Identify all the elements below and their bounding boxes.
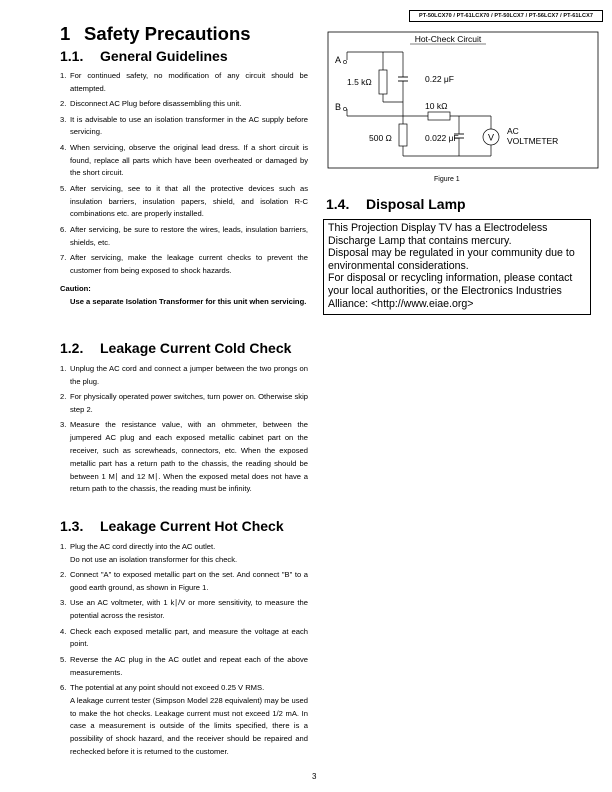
list-item xyxy=(60,541,308,567)
section-number: 1 xyxy=(60,23,71,44)
list-item-text: Unplug the AC cord and connect a jumper between the two prongs on the plug. xyxy=(70,364,308,386)
list-item xyxy=(60,626,308,652)
page-number: 3 xyxy=(312,772,317,781)
list-item-number: 2. xyxy=(60,99,67,109)
disposal-line: Disposal may be regulated in your community due to xyxy=(328,247,575,260)
list-item xyxy=(60,70,308,96)
terminal-a-label: A xyxy=(335,55,342,65)
list-item xyxy=(60,224,308,250)
list-item-number: 1. xyxy=(60,364,67,373)
list-item-text: Measure the resistance value, with an ohmmeter, between the jumpered AC plug and each exposed metallic cabinet part on the receiver, such as screwheads, connectors, etc. When the exposed metallic part has a return path to the chassis, the reading should be between 1 M∣ and 12 M∣. When the exposed metal does not have a return path to the chassis, the reading must be infinity. xyxy=(70,420,308,494)
voltmeter-symbol-label: V xyxy=(487,132,495,143)
list-item-text: For physically operated power switches, turn power on. Otherwise skip step 2. xyxy=(70,392,308,414)
list-item-text: Reverse the AC plug in the AC outlet and repeat each of the above measurements. xyxy=(70,654,308,677)
r1-label: 1.5 kΩ xyxy=(347,77,372,87)
voltmeter-label-ac: AC xyxy=(507,126,519,136)
list-item-text: Use an AC voltmeter, with 1 k∣/V or more sensitivity, to measure the potential across the resistor. xyxy=(70,598,308,621)
hot-check-list xyxy=(60,541,308,761)
c2-label: 0.022 μF xyxy=(425,133,459,143)
c1-label: 0.22 μF xyxy=(425,74,454,84)
list-item-number: 2. xyxy=(60,570,67,580)
model-numbers-header: PT-50LCX70 / PT-61LCX70 / PT-50LCX7 / PT-56LCX7 / PT-61LCX7 xyxy=(409,10,603,22)
list-item xyxy=(60,391,308,417)
caution-label: Caution: xyxy=(60,284,91,293)
disposal-line: For disposal or recycling information, please contact xyxy=(328,272,573,285)
list-item xyxy=(60,654,308,680)
cold-check-list xyxy=(60,363,308,499)
cold-check-number: 1.2. xyxy=(60,340,84,356)
terminal-b xyxy=(343,107,346,110)
list-item xyxy=(60,114,308,140)
section-title xyxy=(60,23,251,45)
resistor-500 xyxy=(399,124,407,146)
cold-check-title: Leakage Current Cold Check xyxy=(100,340,292,356)
resistor-1-5k xyxy=(379,70,387,94)
cold-check-heading xyxy=(60,340,291,356)
list-item-text: After servicing, make the leakage current checks to prevent the customer from being exposed to shock hazards. xyxy=(70,252,308,275)
list-item xyxy=(60,98,308,111)
list-item-text: After servicing, see to it that all the protective devices such as insulation barriers, insulation papers, shield, and isolation R-C combinations etc. are properly installed. xyxy=(70,183,308,219)
disposal-lamp-title: Disposal Lamp xyxy=(366,196,466,212)
list-item-text: Plug the AC cord directly into the AC outlet. xyxy=(70,542,216,551)
caution-text: Use a separate Isolation Transformer for this unit when servicing. xyxy=(70,297,307,306)
list-item-number: 6. xyxy=(60,682,67,692)
section-title-text: Safety Precautions xyxy=(84,23,251,44)
list-item-number: 3. xyxy=(60,114,67,124)
r3-label: 500 Ω xyxy=(369,133,392,143)
list-item xyxy=(60,363,308,389)
list-item-subtext: Do not use an isolation transformer for this check. xyxy=(70,554,238,564)
list-item xyxy=(60,419,308,496)
disposal-lamp-heading xyxy=(326,196,466,212)
general-guidelines-title: General Guidelines xyxy=(100,48,228,64)
list-item-text: Disconnect AC Plug before disassembling this unit. xyxy=(70,99,242,109)
list-item xyxy=(60,569,308,595)
list-item xyxy=(60,682,308,759)
list-item-number: 7. xyxy=(60,252,67,262)
disposal-line: environmental considerations. xyxy=(328,259,469,272)
list-item-number: 1. xyxy=(60,542,67,551)
figure-title: Hot-Check Circuit xyxy=(414,34,482,44)
list-item-text: It is advisable to use an isolation transformer in the AC supply before servicing. xyxy=(70,114,308,137)
list-item-text: Connect "A" to exposed metallic part on the set. And connect "B" to a good earth ground, as shown in Figure 1. xyxy=(70,570,308,592)
disposal-lamp-number: 1.4. xyxy=(326,196,350,212)
terminal-b-label: B xyxy=(335,102,342,112)
list-item xyxy=(60,597,308,623)
general-guidelines-heading xyxy=(60,48,228,64)
list-item-number: 5. xyxy=(60,654,67,664)
hot-check-circuit-diagram xyxy=(326,30,602,170)
list-item-number: 3. xyxy=(60,420,67,430)
list-item xyxy=(60,142,308,180)
hot-check-heading xyxy=(60,518,284,534)
disposal-line: Discharge Lamp that contains mercury. xyxy=(328,234,512,247)
hot-check-title: Leakage Current Hot Check xyxy=(100,518,284,534)
disposal-line: This Projection Display TV has a Electrodeless xyxy=(328,222,548,234)
disposal-line: your local authorities, or the Electronics Industries xyxy=(328,284,562,297)
general-guidelines-list xyxy=(60,70,308,280)
list-item-number: 3. xyxy=(60,598,67,608)
figure-border xyxy=(328,32,598,168)
hot-check-number: 1.3. xyxy=(60,518,84,534)
list-item-number: 1. xyxy=(60,71,67,80)
list-item xyxy=(60,183,308,221)
resistor-10k xyxy=(428,112,450,120)
list-item-number: 5. xyxy=(60,183,67,193)
list-item-text: When servicing, observe the original lead dress. If a short circuit is found, replace all parts which have been overheated or damaged by the short circuit. xyxy=(70,142,308,178)
r2-label: 10 kΩ xyxy=(425,101,448,111)
list-item-text: After servicing, be sure to restore the wires, leads, insulation barriers, shields, etc. xyxy=(70,224,308,247)
disposal-lamp-notice xyxy=(323,219,591,315)
list-item-text: The potential at any point should not exceed 0.25 V RMS. xyxy=(70,682,265,692)
list-item-number: 4. xyxy=(60,142,67,152)
disposal-line: Alliance: <http://www.eiae.org> xyxy=(328,297,474,310)
list-item-number: 6. xyxy=(60,224,67,234)
list-item-number: 4. xyxy=(60,626,67,636)
list-item-text: Check each exposed metallic part, and measure the voltage at each point. xyxy=(70,626,308,649)
voltmeter-label-voltmeter: VOLTMETER xyxy=(507,136,559,146)
figure-caption: Figure 1 xyxy=(434,176,460,183)
list-item-number: 2. xyxy=(60,392,67,402)
list-item-text: For continued safety, no modification of any circuit should be attempted. xyxy=(70,71,308,93)
list-item xyxy=(60,252,308,278)
terminal-a xyxy=(343,60,346,63)
general-guidelines-number: 1.1. xyxy=(60,48,84,64)
list-item-subtext: A leakage current tester (Simpson Model 228 equivalent) may be used to make the hot checks. Leakage current must not exceed 1/2 mA. In case a measurement is outside of the limits specified, there is a possibility of shock hazard, and the receiver should be repaired and rechecked before it is returned to the customer. xyxy=(70,695,308,756)
